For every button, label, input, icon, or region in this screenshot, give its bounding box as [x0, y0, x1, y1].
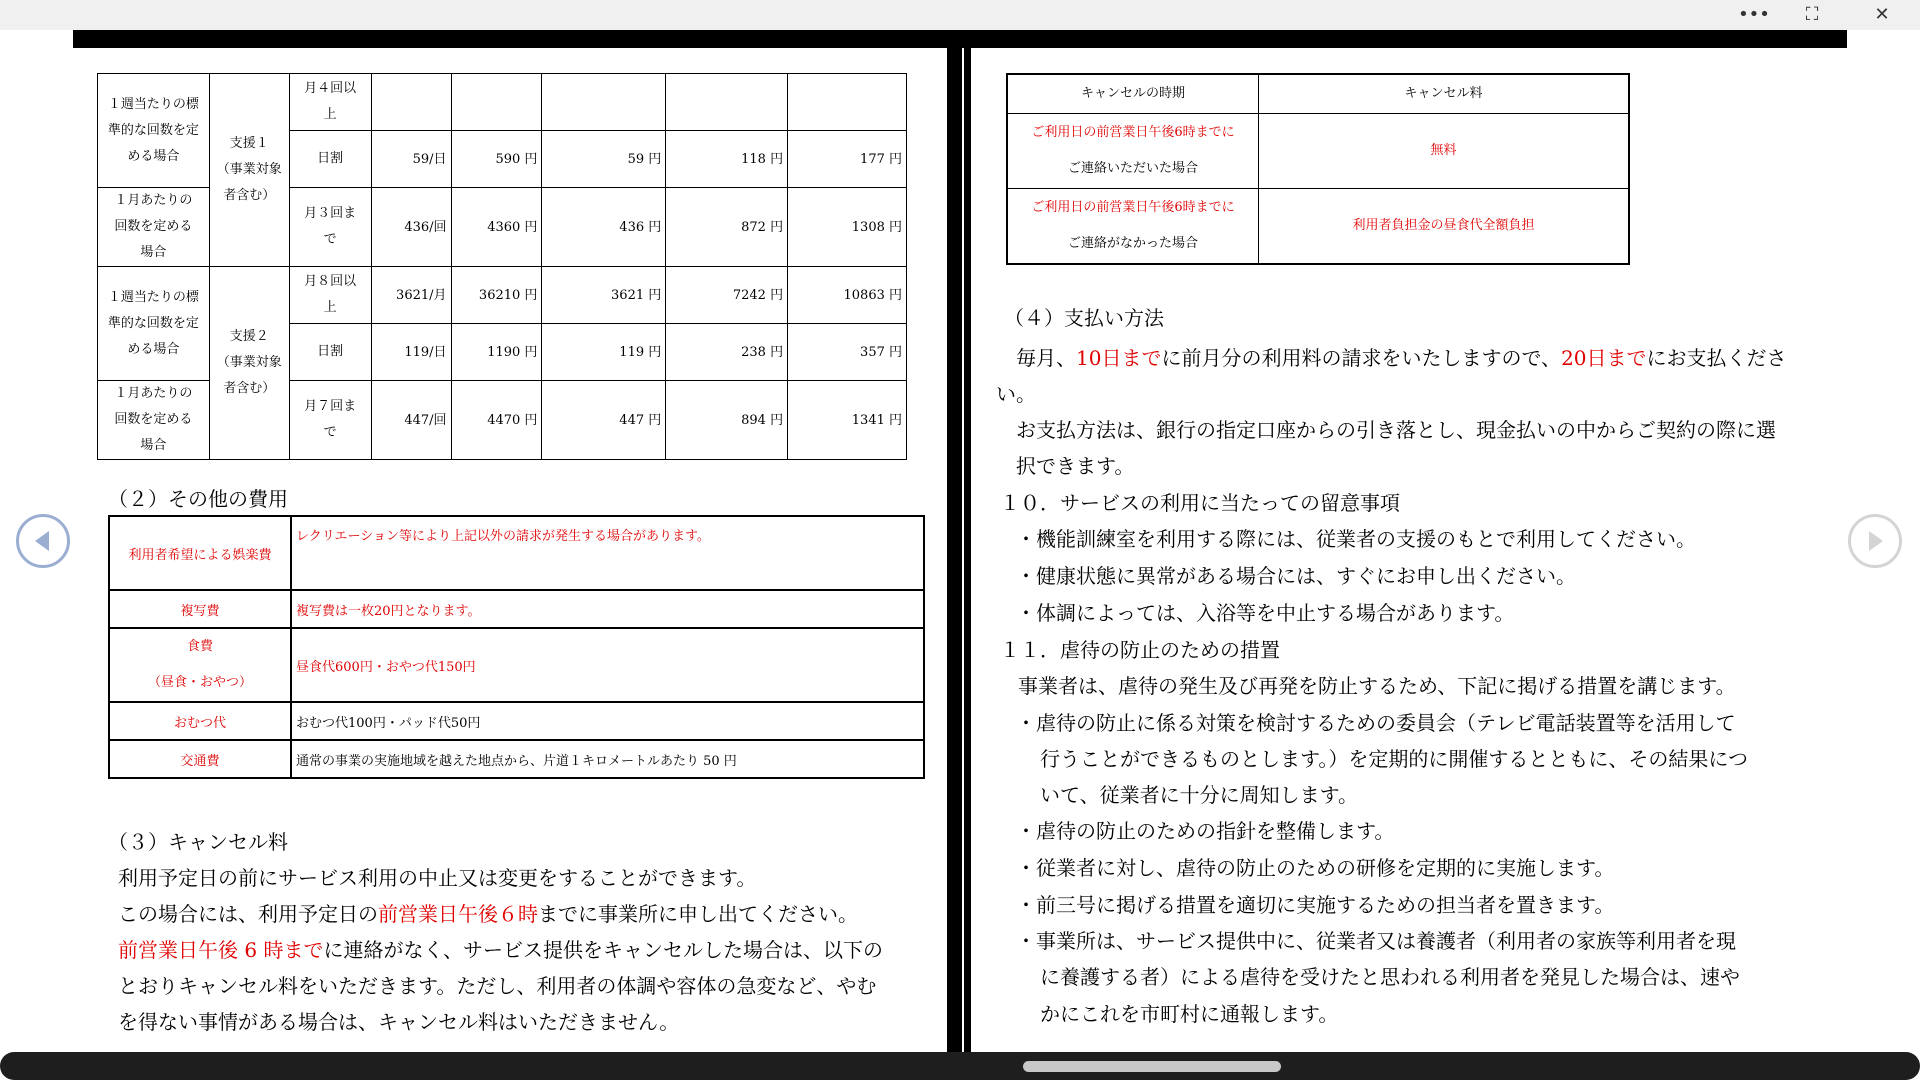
cancel-fee-table — [1006, 73, 1630, 265]
other-cost-desc: 通常の事業の実施地域を越えた地点から、片道１キロメートルあたり 50 円 — [291, 740, 924, 778]
fee-value-cell: 436/回 — [371, 188, 451, 267]
section11-line: ・事業所は、サービス提供中に、従業者又は養護者（利用者の家族等利用者を現 — [1016, 929, 1736, 953]
fee-category-cell: １月あたりの 回数を定める 場合 — [98, 188, 210, 267]
fee-value-cell: 36210 円 — [451, 267, 542, 324]
section11-line: 行うことができるものとします。）を定期的に開催するとともに、その結果につ — [1040, 747, 1748, 771]
section3-line3 — [118, 934, 883, 963]
other-cost-row — [109, 628, 924, 702]
other-cost-label: 利用者希望による娯楽費 — [109, 516, 291, 590]
fee-value-cell: 872 円 — [666, 188, 788, 267]
fee-value-cell: 1308 円 — [788, 188, 907, 267]
cancel-timing-text: ご連絡がなかった場合 — [1067, 236, 1198, 251]
fee-value-cell: 7242 円 — [666, 267, 788, 324]
fee-value-cell: 447 円 — [542, 381, 666, 460]
next-page-button[interactable] — [1848, 514, 1902, 568]
other-cost-label: 複写費 — [109, 590, 291, 628]
fee-value-cell: 119/日 — [371, 324, 451, 381]
fee-value-cell: 3621/月 — [371, 267, 451, 324]
page-divider — [947, 30, 971, 1052]
text-run: までに事業所に申し出てください。 — [538, 902, 858, 926]
fee-category-cell: １週当たりの標 準的な回数を定 める場合 — [98, 267, 210, 381]
text-run-highlight: 前営業日午後６時 — [378, 902, 538, 926]
other-cost-row — [109, 702, 924, 740]
fee-value-cell: 357 円 — [788, 324, 907, 381]
fee-category-cell: １月あたりの 回数を定める 場合 — [98, 381, 210, 460]
text-run-highlight: 前営業日午後 6 時まで — [118, 938, 324, 962]
horizontal-scrollbar[interactable] — [0, 1052, 1920, 1080]
cancel-header-timing: キャンセルの時期 — [1007, 74, 1259, 114]
fee-row — [98, 74, 907, 131]
close-button[interactable]: ✕ — [1874, 4, 1890, 25]
text-run-highlight: 20日まで — [1561, 346, 1647, 370]
other-cost-desc: レクリエーション等により上記以外の請求が発生する場合があります。 — [291, 516, 924, 590]
fee-value-cell: 59 円 — [542, 131, 666, 188]
text-run: にお支払くださ — [1646, 346, 1787, 370]
section3-line1: 利用予定日の前にサービス利用の中止又は変更をすることができます。 — [118, 866, 757, 890]
cancel-header-fee: キャンセル料 — [1259, 74, 1630, 114]
previous-page-button[interactable] — [16, 514, 70, 568]
other-cost-label: 交通費 — [109, 740, 291, 778]
other-cost-desc: 昼食代600円・おやつ代150円 — [291, 628, 924, 702]
section11-line: ・従業者に対し、虐待の防止のための研修を定期的に実施します。 — [1016, 856, 1615, 880]
fee-value-cell: 59/日 — [371, 131, 451, 188]
chevron-right-icon — [1851, 517, 1899, 565]
section11-line: ・虐待の防止のための指針を整備します。 — [1016, 819, 1395, 843]
fee-value-cell: 447/回 — [371, 381, 451, 460]
fee-frequency-cell: 日割 — [289, 131, 371, 188]
section11-line: いて、従業者に十分に周知します。 — [1040, 783, 1358, 807]
fee-value-cell: 3621 円 — [542, 267, 666, 324]
fee-value-cell: 119 円 — [542, 324, 666, 381]
fee-frequency-cell: 日割 — [289, 324, 371, 381]
section3-heading: （３）キャンセル料 — [108, 830, 288, 854]
fee-row — [98, 267, 907, 324]
section10-item: ・機能訓練室を利用する際には、従業者の支援のもとで利用してください。 — [1016, 527, 1696, 551]
fee-value-cell — [666, 74, 788, 131]
section4-line3: お支払方法は、銀行の指定口座からの引き落とし、現金払いの中からご契約の際に選 — [1016, 418, 1776, 442]
section3-line5: を得ない事情がある場合は、キャンセル料はいただきません。 — [118, 1010, 680, 1034]
fee-value-cell — [451, 74, 542, 131]
other-cost-row — [109, 590, 924, 628]
fee-value-cell: 177 円 — [788, 131, 907, 188]
section4-heading: （４）支払い方法 — [1004, 306, 1164, 330]
text-run: に前月分の利用料の請求をいたしますので、 — [1161, 346, 1562, 370]
section10-heading: １０．サービスの利用に当たっての留意事項 — [1000, 491, 1400, 515]
fee-value-cell — [542, 74, 666, 131]
other-cost-label: おむつ代 — [109, 702, 291, 740]
other-cost-desc: 複写費は一枚20円となります。 — [291, 590, 924, 628]
fee-frequency-cell: 月７回ま で — [289, 381, 371, 460]
fee-group-cell: 支援１ （事業対象 者含む） — [209, 74, 289, 267]
fee-frequency-cell: 月３回ま で — [289, 188, 371, 267]
section11-line: に養護する者）による虐待を受けたと思われる利用者を発見した場合は、速や — [1040, 965, 1740, 989]
fee-value-cell: 4470 円 — [451, 381, 542, 460]
text-run: 毎月、 — [1016, 346, 1076, 370]
fee-value-cell: 118 円 — [666, 131, 788, 188]
fee-value-cell: 436 円 — [542, 188, 666, 267]
section4-line1 — [1016, 342, 1787, 371]
cancel-row — [1007, 189, 1629, 265]
section4-line4: 択できます。 — [1016, 454, 1135, 478]
text-run: に連絡がなく、サービス提供をキャンセルした場合は、以下の — [323, 938, 884, 962]
page-divider-line — [962, 48, 964, 1052]
section11-heading: １１．虐待の防止のための措置 — [1000, 638, 1280, 662]
cancel-timing-cell — [1007, 114, 1259, 189]
fee-value-cell: 1190 円 — [451, 324, 542, 381]
section3-line2 — [118, 898, 858, 927]
fee-value-cell — [371, 74, 451, 131]
fee-value-cell: 894 円 — [666, 381, 788, 460]
other-costs-table — [108, 515, 925, 779]
section10-item: ・健康状態に異常がある場合には、すぐにお申し出ください。 — [1016, 564, 1576, 588]
fee-value-cell: 10863 円 — [788, 267, 907, 324]
cancel-row — [1007, 114, 1629, 189]
section10-item: ・体調によっては、入浴等を中止する場合があります。 — [1016, 601, 1515, 625]
section4-line2: い。 — [996, 382, 1036, 406]
other-cost-row — [109, 516, 924, 590]
cancel-header-row — [1007, 74, 1629, 114]
fee-value-cell — [788, 74, 907, 131]
section2-heading: （２）その他の費用 — [108, 487, 288, 511]
cancel-fee-cell: 利用者負担金の昼食代全額負担 — [1259, 189, 1630, 265]
fee-value-cell: 238 円 — [666, 324, 788, 381]
scrollbar-thumb[interactable] — [1023, 1061, 1281, 1072]
cancel-fee-cell: 無料 — [1259, 114, 1630, 189]
other-cost-label: 食費 （昼食・おやつ） — [109, 628, 291, 702]
section11-intro: 事業者は、虐待の発生及び再発を防止するため、下記に掲げる措置を講じます。 — [1018, 674, 1736, 698]
fee-value-cell: 590 円 — [451, 131, 542, 188]
text-run: この場合には、利用予定日の — [118, 902, 378, 926]
more-options-button[interactable]: ••• — [1738, 4, 1770, 25]
fullscreen-button[interactable]: ⛶ — [1805, 4, 1819, 25]
fee-category-cell: １週当たりの標 準的な回数を定 める場合 — [98, 74, 210, 188]
other-cost-desc: おむつ代100円・パッド代50円 — [291, 702, 924, 740]
cancel-deadline-text: ご利用日の前営業日午後6時までに — [1031, 125, 1235, 140]
cancel-timing-text: ご連絡いただいた場合 — [1067, 161, 1198, 176]
section11-line: かにこれを市町村に通報します。 — [1040, 1002, 1339, 1026]
section11-line: ・虐待の防止に係る対策を検討するための委員会（テレビ電話装置等を活用して — [1016, 711, 1736, 735]
fee-table — [97, 73, 907, 460]
cancel-timing-cell — [1007, 189, 1259, 265]
fee-frequency-cell: 月４回以 上 — [289, 74, 371, 131]
fee-value-cell: 4360 円 — [451, 188, 542, 267]
section11-line: ・前三号に掲げる措置を適切に実施するための担当者を置きます。 — [1016, 893, 1615, 917]
fee-group-cell: 支援２ （事業対象 者含む） — [209, 267, 289, 460]
chevron-left-icon — [19, 517, 67, 565]
text-run-highlight: 10日まで — [1076, 346, 1162, 370]
fee-value-cell: 1341 円 — [788, 381, 907, 460]
cancel-deadline-text: ご利用日の前営業日午後6時までに — [1031, 200, 1235, 215]
section3-line4: とおりキャンセル料をいただきます。ただし、利用者の体調や容体の急変など、やむ — [118, 974, 877, 998]
title-bar — [0, 0, 1920, 30]
fee-frequency-cell: 月８回以 上 — [289, 267, 371, 324]
other-cost-row — [109, 740, 924, 778]
